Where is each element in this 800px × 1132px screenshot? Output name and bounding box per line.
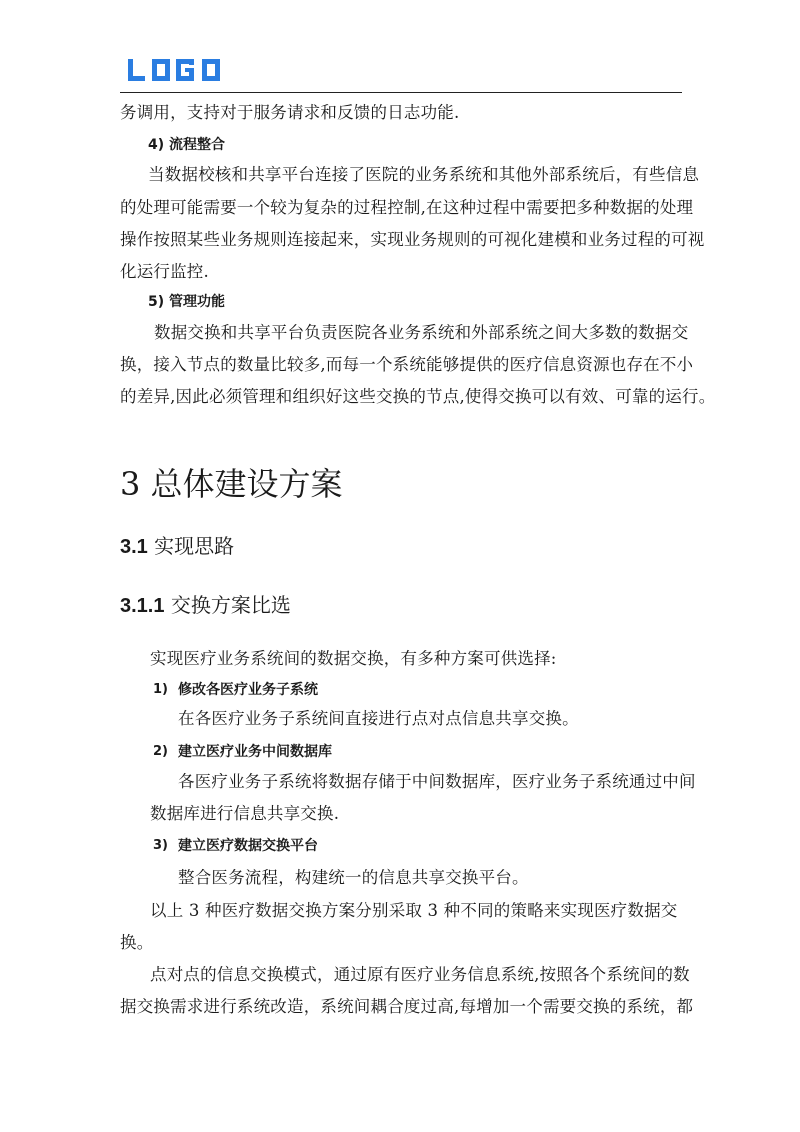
paragraph-line: 实现医疗业务系统间的数据交换，有多种方案可供选择: bbox=[150, 649, 557, 668]
list-item-title: 建立医疗业务中间数据库 bbox=[178, 744, 332, 760]
list-number: 3) bbox=[153, 838, 168, 853]
list-number: 1) bbox=[153, 682, 168, 697]
paragraph-line: 当数据校核和共享平台连接了医院的业务系统和其他外部系统后，有些信息 bbox=[148, 165, 700, 184]
paragraph-line: 数据交换和共享平台负责医院各业务系统和外部系统之间大多数的数据交 bbox=[154, 323, 689, 342]
paragraph-line: 点对点的信息交换模式，通过原有医疗业务信息系统,按照各个系统间的数 bbox=[150, 965, 690, 984]
paragraph-line: 换，接入节点的数量比较多,而每一个系统能够提供的医疗信息资源也存在不小 bbox=[120, 355, 694, 374]
paragraph-line: 的处理可能需要一个较为复杂的过程控制,在这种过程中需要把多种数据的处理 bbox=[120, 198, 694, 217]
list-item-description: 整合医务流程，构建统一的信息共享交换平台。 bbox=[178, 868, 529, 887]
subheading-process-integration: 4) 流程整合 bbox=[148, 137, 226, 153]
list-item-title: 修改各医疗业务子系统 bbox=[178, 682, 318, 698]
paragraph-line: 换。 bbox=[120, 933, 154, 952]
subheading-management: 5) 管理功能 bbox=[148, 294, 226, 310]
list-item-description: 在各医疗业务子系统间直接进行点对点信息共享交换。 bbox=[178, 709, 579, 728]
subsection-heading bbox=[120, 591, 291, 620]
section-number: 3.1 bbox=[120, 536, 148, 558]
chapter-heading: 3 总体建设方案 bbox=[120, 465, 343, 503]
list-item-description: 各医疗业务子系统将数据存储于中间数据库，医疗业务子系统通过中间 bbox=[178, 772, 696, 791]
list-item-description: 数据库进行信息共享交换. bbox=[150, 804, 340, 823]
logo bbox=[126, 56, 226, 88]
subsection-number: 3.1.1 bbox=[120, 595, 165, 617]
subsection-title: 交换方案比选 bbox=[164, 593, 291, 617]
section-title: 实现思路 bbox=[147, 534, 235, 558]
paragraph-line: 务调用，支持对于服务请求和反馈的日志功能. bbox=[120, 103, 460, 122]
section-heading bbox=[120, 532, 234, 561]
paragraph-line: 操作按照某些业务规则连接起来，实现业务规则的可视化建模和业务过程的可视 bbox=[120, 230, 705, 249]
paragraph-line: 的差异,因此必须管理和组织好这些交换的节点,使得交换可以有效、可靠的运行。 bbox=[120, 387, 716, 406]
logo-graphic bbox=[126, 56, 226, 84]
list-item-title: 建立医疗数据交换平台 bbox=[178, 838, 318, 854]
page-header bbox=[120, 52, 682, 93]
paragraph-line: 化运行监控. bbox=[120, 262, 209, 281]
paragraph-line: 以上 3 种医疗数据交换方案分别采取 3 种不同的策略来实现医疗数据交 bbox=[150, 901, 678, 920]
paragraph-line: 据交换需求进行系统改造，系统间耦合度过高,每增加一个需要交换的系统，都 bbox=[120, 997, 694, 1016]
list-number: 2) bbox=[153, 744, 168, 759]
